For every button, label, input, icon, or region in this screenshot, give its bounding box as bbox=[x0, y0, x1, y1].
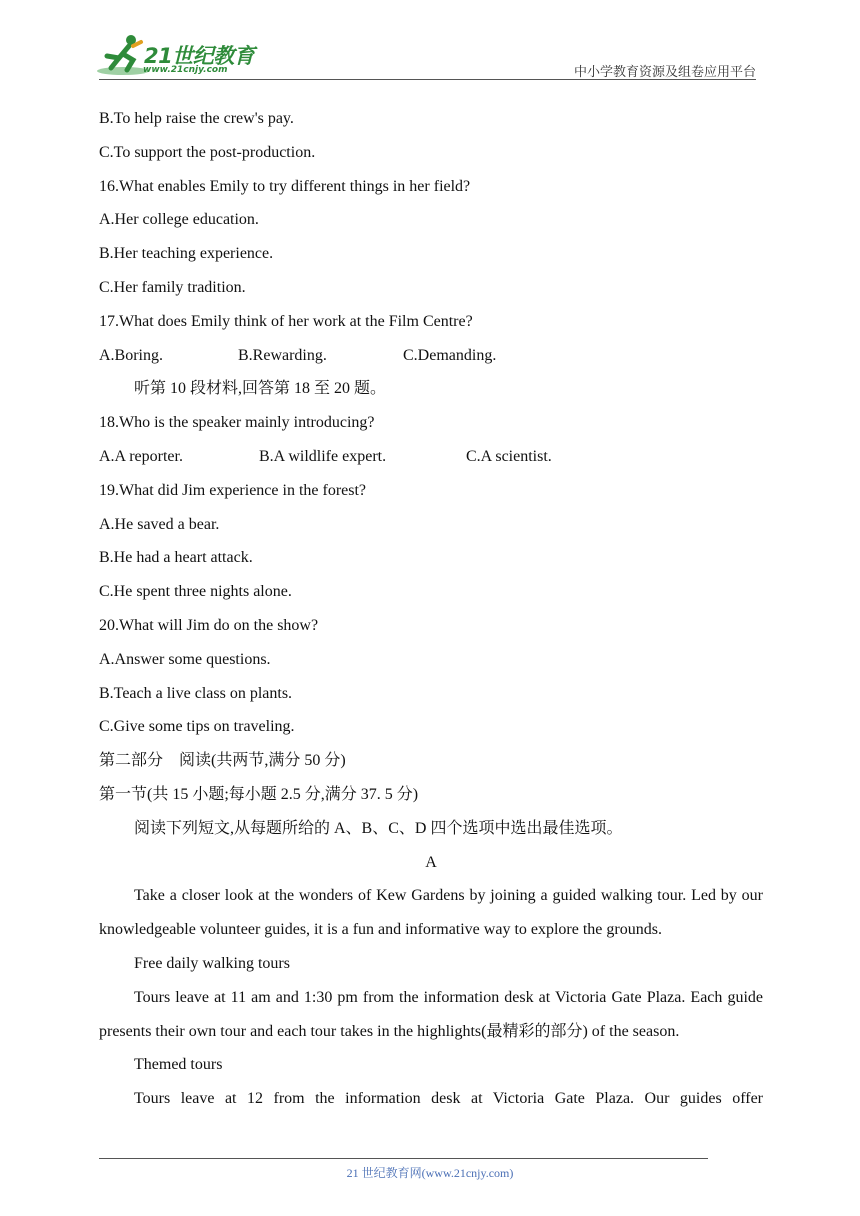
footer-text: 21 世纪教育网(www.21cnjy.com) bbox=[346, 1166, 514, 1180]
options-row-18 bbox=[99, 440, 763, 474]
logo-text: 21世纪教育 bbox=[144, 44, 255, 68]
option-line: A.He saved a bear. bbox=[99, 515, 220, 533]
option-c: C.Demanding. bbox=[403, 346, 497, 364]
passage-subheading: Themed tours bbox=[134, 1056, 223, 1074]
platform-title: 中小学教育资源及组卷应用平台 bbox=[573, 64, 756, 79]
question-16: 16.What enables Emily to try different things in her field? bbox=[99, 177, 471, 195]
options-row-17 bbox=[99, 339, 763, 373]
logo-url: www.21cnjy.com bbox=[143, 65, 228, 75]
header-divider bbox=[99, 79, 756, 80]
option-b: B.A wildlife expert. bbox=[259, 447, 387, 465]
question-18: 18.Who is the speaker mainly introducing? bbox=[99, 414, 375, 432]
option-line: A.Her college education. bbox=[99, 211, 259, 229]
option-line: A.Answer some questions. bbox=[99, 650, 271, 668]
section-heading: 第一节(共 15 小题;每小题 2.5 分,满分 37. 5 分) bbox=[99, 785, 419, 803]
option-b: B.Rewarding. bbox=[238, 346, 327, 364]
option-line: C.He spent three nights alone. bbox=[99, 583, 292, 601]
option-a: A.A reporter. bbox=[99, 447, 183, 465]
option-line: C.To support the post-production. bbox=[99, 143, 316, 161]
page-header bbox=[0, 0, 860, 90]
passage-paragraph: Take a closer look at the wonders of Kew Gardens by joining a guided walking tour. Led by our knowledgeable volunteer guides, it is a fun and informative way to explore the grounds. bbox=[99, 887, 763, 939]
option-line: B.Her teaching experience. bbox=[99, 245, 274, 263]
part-heading: 第二部分 阅读(共两节,满分 50 分) bbox=[99, 752, 346, 770]
passage-paragraph: Tours leave at 11 am and 1:30 pm from the information desk at Victoria Gate Plaza. Each guide presents their own tour and each tour takes in the highlights(最精彩的部分) of the season. bbox=[99, 988, 763, 1040]
document-body bbox=[99, 102, 763, 1116]
question-19: 19.What did Jim experience in the forest? bbox=[99, 481, 367, 499]
option-line: C.Her family tradition. bbox=[99, 278, 246, 296]
option-line: B.To help raise the crew's pay. bbox=[99, 110, 294, 127]
passage-paragraph: Tours leave at 12 from the information desk at Victoria Gate Plaza. Our guides offer bbox=[134, 1090, 763, 1108]
option-a: A.Boring. bbox=[99, 346, 163, 364]
option-line: B.He had a heart attack. bbox=[99, 549, 253, 567]
passage-label: A bbox=[425, 853, 437, 871]
option-line: C.Give some tips on traveling. bbox=[99, 718, 295, 736]
footer-divider bbox=[99, 1158, 708, 1159]
passage-subheading: Free daily walking tours bbox=[134, 954, 290, 972]
option-c: C.A scientist. bbox=[466, 447, 552, 465]
option-line: B.Teach a live class on plants. bbox=[99, 684, 293, 702]
reading-instruction: 阅读下列短文,从每题所给的 A、B、C、D 四个选项中选出最佳选项。 bbox=[134, 819, 623, 837]
question-20: 20.What will Jim do on the show? bbox=[99, 616, 319, 634]
question-17: 17.What does Emily think of her work at the Film Centre? bbox=[99, 312, 473, 330]
listening-instruction: 听第 10 段材料,回答第 18 至 20 题。 bbox=[134, 380, 387, 398]
